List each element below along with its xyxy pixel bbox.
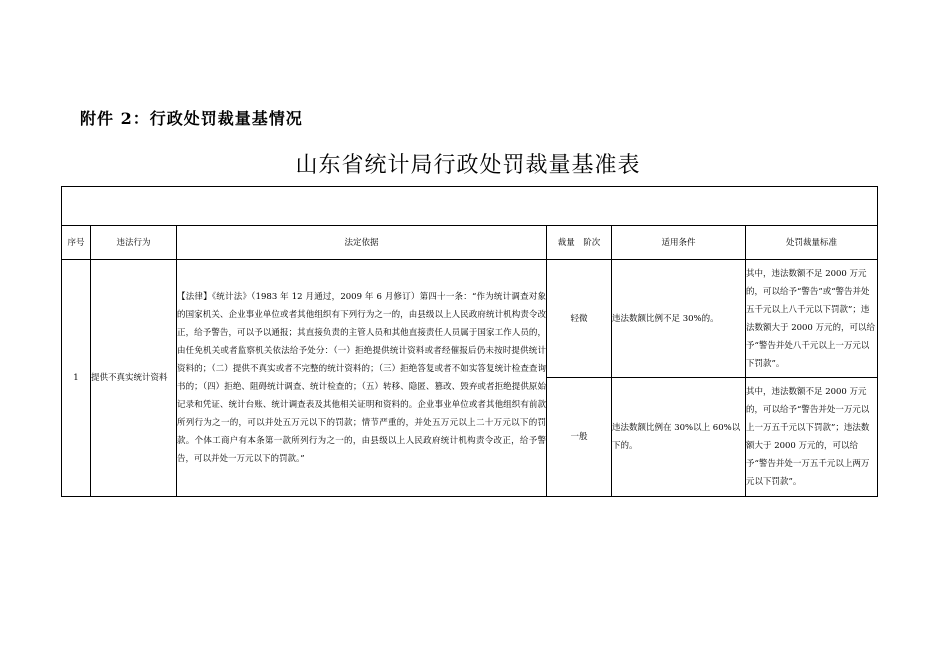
row-basis-cell: 【法律】《统计法》（1983 年 12 月通过，2009 年 6 月修订）第四十一条：“作为统计调查对象的国家机关、企业事业单位或者其他组织有下列行为之一的，由县级以上人民政府统计机构责令改正，给予警告，可以予以通报；其直接负责的主管人员和其他直接责任人员属于国家工作人员的，由任免机关或者监察机关依法给予处分：（一）拒绝提供统计资料或者经催报后仍未按时提供统计资料的；（二）提供不真实或者不完整的统计资料的；（三）拒绝答复或者不如实答复统计检查查询书的；（四）拒绝、阻碍统计调查、统计检查的；（五）转移、隐匿、篡改、毁弃或者拒绝提供原始记录和凭证、统计台账、统计调查表及其他相关证明和资料的。企业事业单位或者其他组织有前款所列行为之一的，可以并处五万元以下的罚款；情节严重的，并处五万元以上二十万元以下的罚款。个体工商户有本条第一款所列行为之一的，由县级以上人民政府统计机构责令改正，给予警告，可以并处一万元以下的罚款。” <box>177 260 547 497</box>
header-standard: 处罚裁量标准 <box>746 226 878 260</box>
header-seq: 序号 <box>62 226 91 260</box>
attachment-heading: 附件 2：行政处罚裁量基情况 <box>80 109 303 128</box>
document-title: 山东省统计局行政处罚裁量基准表 <box>295 153 641 178</box>
condition-cell-minor: 违法数额比例不足 30%的。 <box>612 260 746 378</box>
condition-cell-general: 违法数额比例在 30%以上 60%以下的。 <box>612 378 746 497</box>
header-level: 裁量 阶次 <box>547 226 612 260</box>
row-violation-cell: 提供不真实统计资料 <box>91 260 177 497</box>
header-violation: 违法行为 <box>91 226 177 260</box>
table-header-row <box>62 226 878 260</box>
level-cell-general: 一般 <box>547 378 612 497</box>
standard-cell-minor: 其中，违法数额不足 2000 万元的，可以给予“警告”或“警告并处五千元以上八千元以下罚款”；违法数额大于 2000 万元的，可以给予“警告并处八千元以上一万元以下罚款”。 <box>746 260 878 378</box>
table-blank-row <box>62 187 878 226</box>
level-cell-minor: 轻微 <box>547 260 612 378</box>
header-basis: 法定依据 <box>177 226 547 260</box>
blank-cell <box>62 187 878 226</box>
table-row <box>62 260 878 378</box>
standard-cell-general: 其中，违法数额不足 2000 万元的，可以给予“警告并处一万元以上一万五千元以下罚款”；违法数额大于 2000 万元的，可以给予“警告并处一万五千元以上两万元以下罚款”。 <box>746 378 878 497</box>
row-seq-cell: 1 <box>62 260 91 497</box>
penalty-standard-table <box>61 186 878 497</box>
header-condition: 适用条件 <box>612 226 746 260</box>
